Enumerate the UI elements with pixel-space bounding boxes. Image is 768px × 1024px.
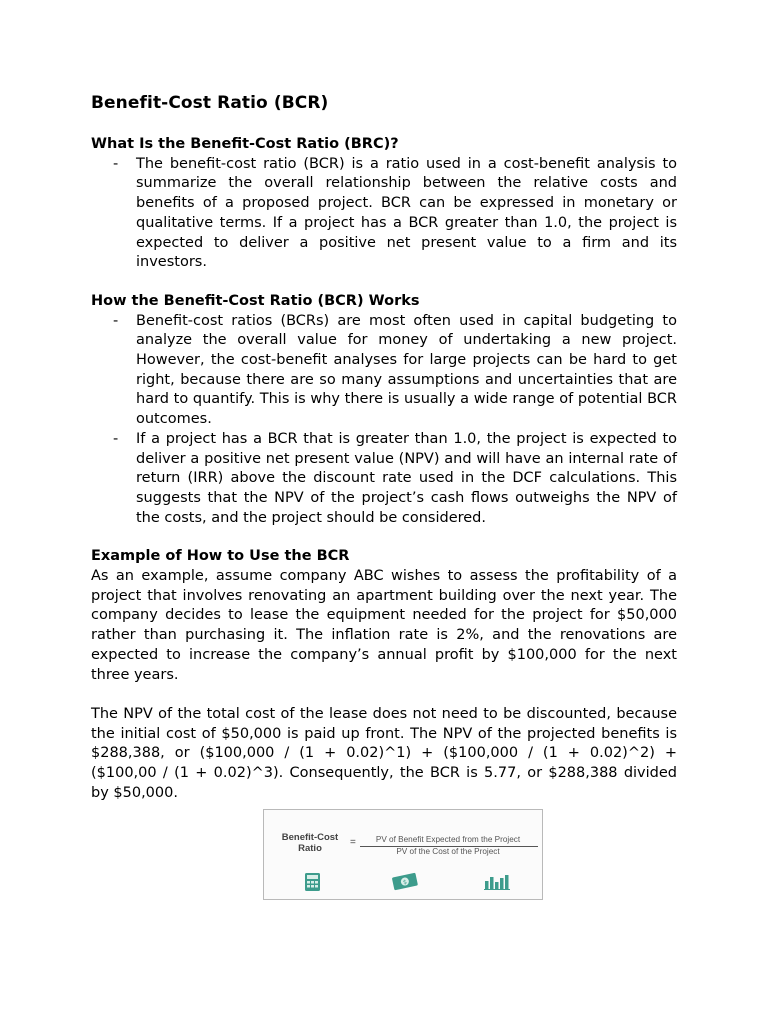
calculator-icon xyxy=(304,872,322,892)
bullet-item: - The benefit-cost ratio (BCR) is a ratio used in a cost-benefit analysis to summarize the overall relationship between the relative costs and benefits of a proposed project. BCR can be expressed in monetary or qualitative terms. If a project has a BCR greater than 1.0, the project is expected to deliver a positive net present value to a firm and its investors. xyxy=(91,155,677,273)
section-heading: How the Benefit-Cost Ratio (BCR) Works xyxy=(91,292,420,309)
bullet-item: - If a project has a BCR that is greater than 1.0, the project is expected to deliver a positive net present value (NPV) and will have an internal rate of return (IRR) above the discount rate used in the DCF calculations. This suggests that the NPV of the project’s cash flows outweighs the NPV of the costs, and the project should be considered. xyxy=(91,430,677,529)
svg-text:$: $ xyxy=(402,878,408,887)
money-bill-icon xyxy=(391,872,419,892)
section-heading: What Is the Benefit-Cost Ratio (BRC)? xyxy=(91,136,399,152)
section-how-bcr-works xyxy=(91,292,677,528)
document-body xyxy=(91,91,677,803)
formula-label-line: Benefit-Cost xyxy=(281,832,339,843)
section-what-is-bcr xyxy=(91,135,677,273)
bcr-formula-figure xyxy=(263,809,543,900)
formula-label-line: Ratio xyxy=(298,842,322,854)
body-paragraph: As an example, assume company ABC wishes to assess the profitability of a project that involves renovating an apartment building over the next year. The company decides to lease the equipment needed for the project for $50,000 rather than purchasing it. The inflation rate is 2%, and the renovations are expected to increase the company’s annual profit by $100,000 for the next three years. xyxy=(91,568,677,683)
bullet-list xyxy=(91,312,677,529)
bullet-list xyxy=(91,155,677,273)
equals-sign: = xyxy=(350,837,356,848)
formula-numerator: PV of Benefit Expected from the Project xyxy=(375,835,521,844)
page-title: Benefit-Cost Ratio (BCR) xyxy=(91,93,329,113)
body-paragraph: The NPV of the total cost of the lease does not need to be discounted, because the initial cost of $50,000 is paid up front. The NPV of the projected benefits is $288,388, or ($100,000 / (1 + 0.02)^1) + ($100,000 / (1 + 0.02)^2) + ($100,00 / (1 + 0.02)^3). Consequently, the BCR is 5.77, or $288,388 divided by $50,000. xyxy=(91,705,677,801)
section-example xyxy=(91,547,677,803)
section-heading: Example of How to Use the BCR xyxy=(91,548,350,565)
bullet-item: - Benefit-cost ratios (BCRs) are most often used in capital budgeting to analyze the overall value for money of undertaking a new project. However, the cost-benefit analyses for large projects can be hard to get right, because there are so many assumptions and uncertainties that are hard to quantify. This is why there is usually a wide range of potential BCR outcomes. xyxy=(91,312,677,430)
formula-label xyxy=(272,833,348,854)
bar-chart-icon xyxy=(483,872,513,890)
formula-denominator: PV of the Cost of the Project xyxy=(396,847,500,856)
